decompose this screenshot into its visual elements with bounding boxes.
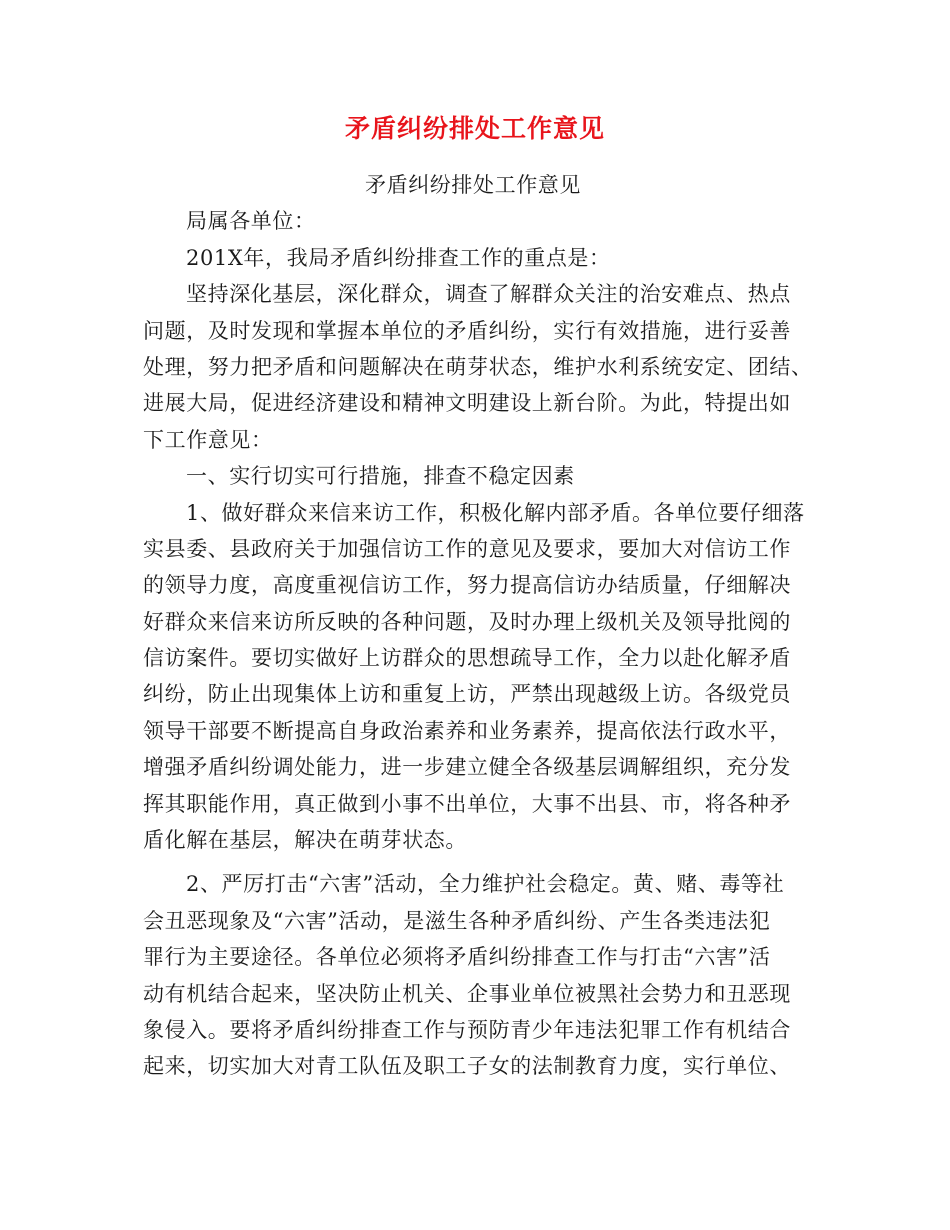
paragraph-line: 增强矛盾纠纷调处能力，进一步建立健全各级基层调解组织，充分发 (143, 755, 791, 780)
paragraph-line: 201X年，我局矛盾纠纷排查工作的重点是： (186, 245, 611, 270)
paragraph-line: 会丑恶现象及“六害”活动，是滋生各种矛盾纠纷、产生各类违法犯 (143, 908, 771, 933)
paragraph-line: 盾化解在基层，解决在萌芽状态。 (143, 828, 467, 853)
paragraph-line: 罪行为主要途径。各单位必须将矛盾纠纷排查工作与打击“六害”活 (143, 945, 771, 970)
paragraph-line: 象侵入。要将矛盾纠纷排查工作与预防青少年违法犯罪工作有机结合 (143, 1017, 791, 1042)
paragraph-line: 1、做好群众来信来访工作，积极化解内部矛盾。各单位要仔细落 (186, 500, 805, 525)
paragraph-line: 动有机结合起来，坚决防止机关、企事业单位被黑社会势力和丑恶现 (143, 981, 791, 1006)
salutation: 局属各单位： (186, 209, 316, 234)
paragraph-line: 领导干部要不断提高自身政治素养和业务素养，提高依法行政水平， (143, 718, 791, 743)
paragraph-line: 处理，努力把矛盾和问题解决在萌芽状态，维护水利系统安定、团结、 (143, 354, 813, 379)
paragraph-line: 挥其职能作用，真正做到小事不出单位，大事不出县、市，将各种矛 (143, 791, 791, 816)
paragraph-line: 进展大局，促进经济建设和精神文明建设上新台阶。为此，特提出如 (143, 391, 791, 416)
paragraph-line: 下工作意见： (143, 427, 273, 452)
document-title: 矛盾纠纷排处工作意见 (344, 114, 605, 143)
document-subtitle: 矛盾纠纷排处工作意见 (365, 173, 581, 197)
paragraph-line: 实县委、县政府关于加强信访工作的意见及要求，要加大对信访工作 (143, 536, 791, 561)
paragraph-line: 的领导力度，高度重视信访工作，努力提高信访办结质量，仔细解决 (143, 573, 791, 598)
section-heading: 一、实行切实可行措施，排查不稳定因素 (186, 464, 575, 489)
paragraph-line: 起来，切实加大对青工队伍及职工子女的法制教育力度，实行单位、 (143, 1054, 791, 1079)
document-body (143, 167, 815, 1085)
paragraph-line: 问题，及时发现和掌握本单位的矛盾纠纷，实行有效措施，进行妥善 (143, 318, 791, 343)
paragraph-line: 纠纷，防止出现集体上访和重复上访，严禁出现越级上访。各级党员 (143, 682, 791, 707)
paragraph-line: 2、严厉打击“六害”活动，全力维护社会稳定。黄、赌、毒等社 (186, 872, 785, 897)
paragraph-line: 好群众来信来访所反映的各种问题，及时办理上级机关及领导批阅的 (143, 609, 791, 634)
paragraph-line: 坚持深化基层，深化群众，调查了解群众关注的治安难点、热点 (186, 282, 791, 307)
paragraph-line: 信访案件。要切实做好上访群众的思想疏导工作，全力以赴化解矛盾 (143, 646, 791, 671)
